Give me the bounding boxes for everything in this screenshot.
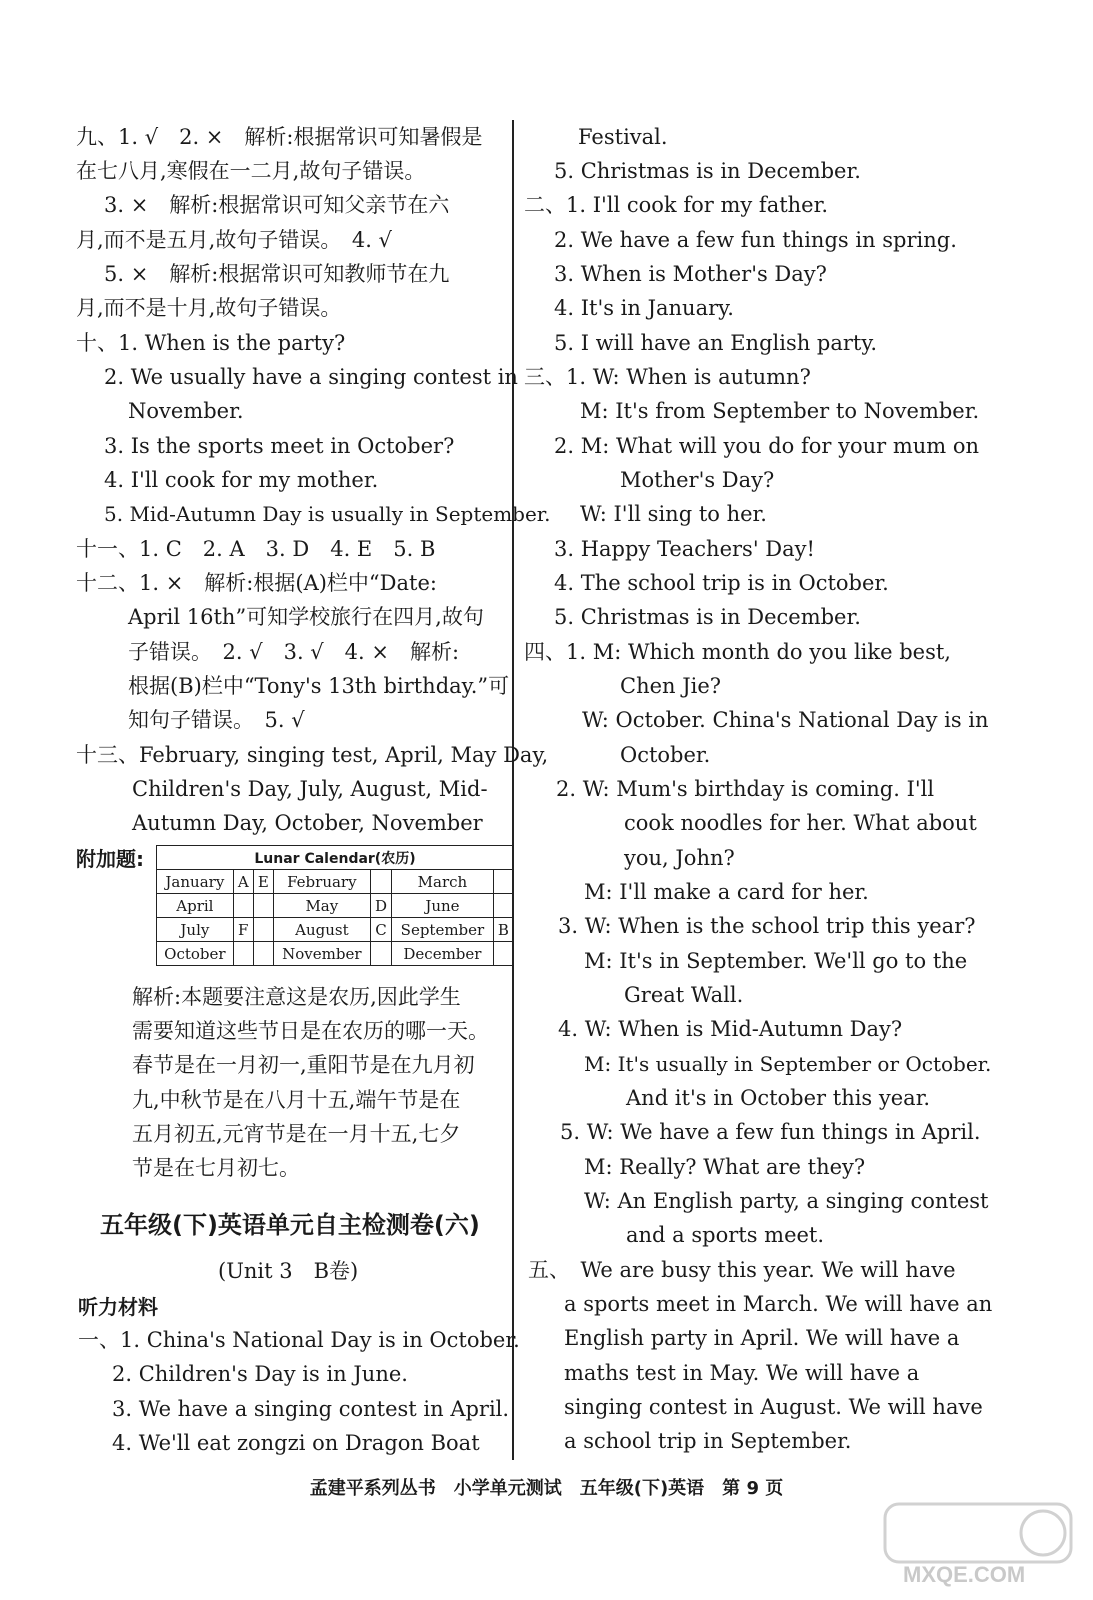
table-cell: D — [370, 894, 391, 918]
watermark-logo-icon — [883, 1498, 1073, 1588]
analysis-line-1: 解析:本题要注意这是农历,因此学生 — [132, 985, 461, 1009]
right-line-39: a school trip in September. — [564, 1429, 852, 1453]
table-cell — [493, 870, 513, 894]
table-row — [157, 942, 514, 966]
right-line-13: 3. Happy Teachers' Day! — [554, 537, 815, 561]
table-cell: December — [392, 942, 494, 966]
left-line-3: 3. × 解析:根据常识可知父亲节在六 — [104, 193, 450, 217]
left-line-13: 十一、1. C 2. A 3. D 4. E 5. B — [76, 537, 436, 561]
left-line-6: 月,而不是十月,故句子错误。 — [76, 296, 342, 320]
table-cell — [253, 894, 273, 918]
left-line-20: Children's Day, July, August, Mid- — [132, 777, 488, 801]
listening-line-1: 一、1. China's National Day is in October. — [78, 1328, 520, 1352]
right-line-9: M: It's from September to November. — [580, 399, 980, 423]
table-cell: October — [157, 942, 234, 966]
right-line-33: and a sports meet. — [626, 1223, 825, 1247]
table-cell: May — [273, 894, 370, 918]
left-line-9: November. — [128, 399, 244, 423]
right-line-29: And it's in October this year. — [626, 1086, 931, 1110]
left-line-4: 月,而不是五月,故句子错误。 4. √ — [76, 228, 392, 252]
table-cell: A — [233, 870, 253, 894]
right-line-4: 2. We have a few fun things in spring. — [554, 228, 957, 252]
right-line-10: 2. M: What will you do for your mum on — [554, 434, 980, 458]
table-cell — [493, 894, 513, 918]
right-line-34: 五、 We are busy this year. We will have — [528, 1258, 956, 1282]
watermark-text: MXQE.COM — [903, 1562, 1026, 1587]
right-line-32: W: An English party, a singing contest — [584, 1189, 989, 1213]
table-cell: E — [253, 870, 273, 894]
right-line-5: 3. When is Mother's Day? — [554, 262, 827, 286]
right-line-18: W: October. China's National Day is in — [582, 708, 989, 732]
right-line-3: 二、1. I'll cook for my father. — [524, 193, 829, 217]
left-line-11: 4. I'll cook for my mother. — [104, 468, 379, 492]
right-line-38: singing contest in August. We will have — [564, 1395, 983, 1419]
left-line-19: 十三、February, singing test, April, May Day, — [76, 743, 549, 767]
table-cell: November — [273, 942, 370, 966]
right-line-8: 三、1. W: When is autumn? — [524, 365, 811, 389]
right-line-11: Mother's Day? — [620, 468, 775, 492]
table-cell — [233, 942, 253, 966]
page-footer: 孟建平系列丛书 小学单元测试 五年级(下)英语 第 9 页 — [309, 1478, 784, 1499]
table-cell: August — [273, 918, 370, 942]
right-line-17: Chen Jie? — [620, 674, 722, 698]
right-line-19: October. — [620, 743, 711, 767]
left-line-16: 子错误。 2. √ 3. √ 4. × 解析: — [128, 640, 460, 664]
table-cell — [253, 942, 273, 966]
table-cell — [233, 894, 253, 918]
right-line-1: Festival. — [578, 125, 668, 149]
table-cell: January — [157, 870, 234, 894]
table-cell: April — [157, 894, 234, 918]
right-line-12: W: I'll sing to her. — [580, 502, 767, 526]
lunar-table-caption: Lunar Calendar(农历) — [157, 846, 514, 870]
table-cell — [370, 870, 391, 894]
left-line-2: 在七八月,寒假在一二月,故句子错误。 — [76, 159, 426, 183]
left-line-5: 5. × 解析:根据常识可知教师节在九 — [104, 262, 450, 286]
right-line-30: 5. W: We have a few fun things in April. — [560, 1120, 981, 1144]
right-line-25: M: It's in September. We'll go to the — [584, 949, 968, 973]
left-line-8: 2. We usually have a singing contest in — [104, 365, 518, 389]
left-line-21: Autumn Day, October, November — [132, 811, 483, 835]
right-line-31: M: Really? What are they? — [584, 1155, 866, 1179]
table-cell: February — [273, 870, 370, 894]
section-subtitle: (Unit 3 B卷) — [218, 1259, 359, 1283]
right-line-23: M: I'll make a card for her. — [584, 880, 869, 904]
analysis-line-3: 春节是在一月初一,重阳节是在九月初 — [132, 1053, 475, 1077]
right-line-7: 5. I will have an English party. — [554, 331, 878, 355]
table-row — [157, 918, 514, 942]
right-line-28: M: It's usually in September or October. — [584, 1052, 992, 1076]
table-cell: July — [157, 918, 234, 942]
left-line-18: 知句子错误。 5. √ — [128, 708, 305, 732]
right-line-2: 5. Christmas is in December. — [554, 159, 861, 183]
right-line-37: maths test in May. We will have a — [564, 1361, 920, 1385]
listening-heading: 听力材料 — [78, 1295, 158, 1319]
right-line-24: 3. W: When is the school trip this year? — [558, 914, 976, 938]
right-line-21: cook noodles for her. What about — [624, 811, 977, 835]
table-cell: March — [392, 870, 494, 894]
right-line-35: a sports meet in March. We will have an — [564, 1292, 993, 1316]
table-cell: F — [233, 918, 253, 942]
lunar-calendar-table — [156, 845, 514, 966]
right-line-20: 2. W: Mum's birthday is coming. I'll — [556, 777, 935, 801]
left-line-7: 十、1. When is the party? — [76, 331, 346, 355]
table-cell — [370, 942, 391, 966]
table-cell — [493, 942, 513, 966]
right-line-15: 5. Christmas is in December. — [554, 605, 861, 629]
left-line-14: 十二、1. × 解析:根据(A)栏中“Date: — [76, 571, 437, 595]
listening-line-2: 2. Children's Day is in June. — [112, 1362, 408, 1386]
analysis-line-4: 九,中秋节是在八月十五,端午节是在 — [132, 1088, 461, 1112]
table-cell: B — [493, 918, 513, 942]
section-title: 五年级(下)英语单元自主检测卷(六) — [100, 1211, 480, 1239]
table-cell: C — [370, 918, 391, 942]
analysis-line-5: 五月初五,元宵节是在一月十五,七夕 — [132, 1122, 461, 1146]
listening-line-3: 3. We have a singing contest in April. — [112, 1397, 510, 1421]
table-row — [157, 870, 514, 894]
right-line-14: 4. The school trip is in October. — [554, 571, 889, 595]
left-line-12: 5. Mid-Autumn Day is usually in September. — [104, 502, 551, 526]
right-line-26: Great Wall. — [624, 983, 744, 1007]
left-line-10: 3. Is the sports meet in October? — [104, 434, 455, 458]
left-line-1: 九、1. √ 2. × 解析:根据常识可知暑假是 — [76, 125, 483, 149]
table-cell — [253, 918, 273, 942]
right-line-6: 4. It's in January. — [554, 296, 734, 320]
table-cell: September — [392, 918, 494, 942]
column-divider — [512, 120, 514, 1460]
right-line-36: English party in April. We will have a — [564, 1326, 960, 1350]
left-line-17: 根据(B)栏中“Tony's 13th birthday.”可 — [128, 674, 510, 698]
analysis-line-6: 节是在七月初七。 — [132, 1156, 300, 1180]
table-cell: June — [392, 894, 494, 918]
right-line-27: 4. W: When is Mid-Autumn Day? — [558, 1017, 903, 1041]
listening-line-4: 4. We'll eat zongzi on Dragon Boat — [112, 1431, 480, 1455]
extra-question-label: 附加题: — [76, 847, 144, 871]
right-line-16: 四、1. M: Which month do you like best, — [524, 640, 951, 664]
left-line-15: April 16th”可知学校旅行在四月,故句 — [128, 605, 484, 629]
analysis-line-2: 需要知道这些节日是在农历的哪一天。 — [132, 1019, 489, 1043]
right-line-22: you, John? — [624, 846, 735, 870]
table-row — [157, 894, 514, 918]
